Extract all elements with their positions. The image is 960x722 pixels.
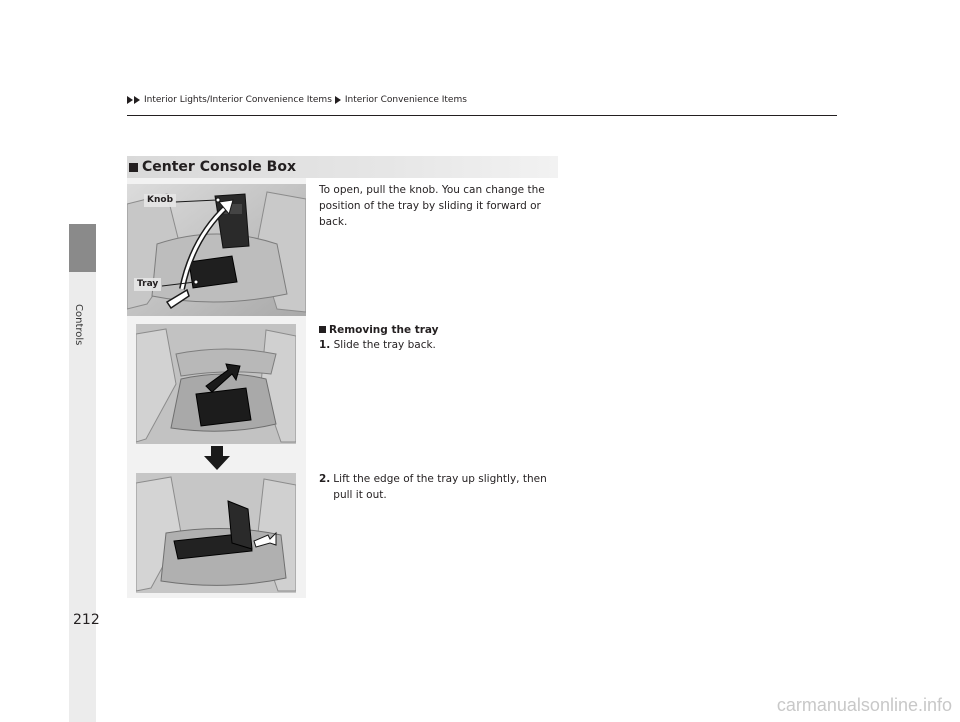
removing-tray-heading-text: Removing the tray bbox=[329, 324, 439, 336]
step-down-arrow-icon bbox=[204, 446, 230, 474]
side-tab-marker bbox=[69, 224, 96, 272]
header-rule bbox=[127, 115, 837, 116]
slide-tray-illustration bbox=[136, 324, 296, 444]
breadcrumb-arrow-icon bbox=[127, 96, 133, 104]
knob-callout: Knob bbox=[144, 194, 176, 207]
step-2 bbox=[319, 471, 559, 503]
breadcrumb-arrow-icon bbox=[134, 96, 140, 104]
section-title: Center Console Box bbox=[142, 159, 296, 175]
page-number: 212 bbox=[73, 612, 100, 628]
side-tab-label: Controls bbox=[73, 304, 84, 346]
section-square-icon bbox=[129, 163, 138, 172]
section-header bbox=[127, 156, 558, 178]
intro-paragraph: To open, pull the knob. You can change the position of the tray by sliding it forward or back. bbox=[319, 184, 545, 228]
tray-callout: Tray bbox=[134, 278, 161, 291]
subhead-square-icon bbox=[319, 326, 326, 333]
breadcrumb-parent-link[interactable]: Interior Lights/Interior Convenience Items bbox=[144, 95, 332, 105]
step-2-text: Lift the edge of the tray up slightly, then pull it out. bbox=[333, 473, 547, 501]
watermark: carmanualsonline.info bbox=[776, 695, 952, 715]
breadcrumb-current: Interior Convenience Items bbox=[344, 95, 467, 105]
step-1-text: Slide the tray back. bbox=[333, 339, 436, 351]
remove-tray-illustration bbox=[136, 473, 296, 593]
removing-tray-heading bbox=[319, 322, 559, 338]
step-1 bbox=[319, 337, 559, 353]
step-2-number: 2. bbox=[319, 473, 331, 485]
step-1-number: 1. bbox=[319, 339, 331, 351]
breadcrumb-arrow-icon bbox=[335, 96, 341, 104]
breadcrumb bbox=[127, 95, 467, 105]
